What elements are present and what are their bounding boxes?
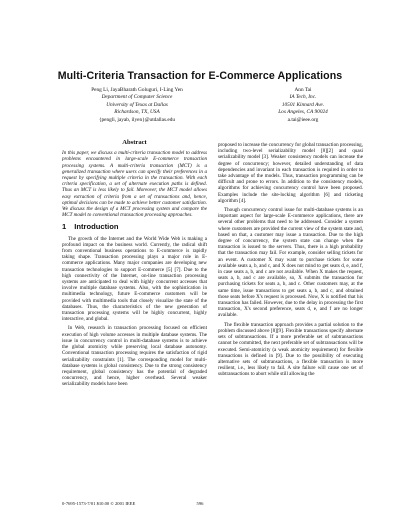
author-organization: IA Tech, Inc. <box>289 94 317 101</box>
author-street: 10501 Kinnard Ave. <box>281 101 325 108</box>
page-number: 596 <box>196 501 204 506</box>
section-number: 1 <box>62 222 67 232</box>
body-paragraph: In Web, research in transaction processing focused on efficient execution of high volume accesses in multiple database systems. The issue in concurrency control in multi-database systems is to achieve the global atomicity while preserving local database autonomy. Conventional transaction processing requires the satisfaction of rigid serializability constraints [1]. The corresponding model for multi-database systems is global consistency. Due to the strong consistency requirement, global consistency has the potential of degraded concurrency, and hence, higher overhead. Several weaker serializability models have been <box>62 325 207 388</box>
paper-title: Multi-Criteria Transaction for E-Commerce Applications <box>57 70 343 82</box>
author-university: University of Texas at Dallas <box>106 101 168 108</box>
author-department: Department of Computer Science <box>101 94 173 101</box>
author-block-left <box>62 87 212 124</box>
author-email: {pengli, jayab, ilyen}@utdallas.edu <box>98 116 175 123</box>
author-names: Peng Li, JayaBharath Goluguri, I-Ling Yen <box>91 87 183 93</box>
author-city: Los Angeles, CA 90024 <box>278 109 328 116</box>
section-title: Introduction <box>74 222 119 232</box>
body-paragraph: proposed to increase the concurrency for global transaction processing, including two-level serializability model [8][2] and quasi serializability model [3]. Weaker consistency models can increase the degree of concurrency; however, detailed understanding of data dependencies and invariant in each transaction is required in order to take advantage of the models. Thus, transaction programming can be difficult and prone to errors. In addition to the consistency models, algorithms for achieving concurrency control have been proposed. Examples include the site-locking algorithm [6] and ticketing algorithm [4]. <box>218 142 363 204</box>
author-name: Ann Tai <box>294 87 312 93</box>
body-paragraph: The growth of the Internet and the World Wide Web is making a profound impact on the business world. Currently, the radical shift from conventional business operations to E-commerce is rapidly taking shape. Transaction processing plays a major role in E-commerce applications. Many major companies are developing new transaction technologies to support E-commerce [5] [7]. Due to the high connectivity of the Internet, on-line transaction processing systems are anticipated to deal with highly concurrent accesses that involve multiple database systems. Also, with the sophistication in multimedia technology, future E-commerce customers will be provided with multimedia tools that closely visualize the state of the databases. Thus, the characteristics of the new generation of transaction processing systems will be highly concurrent, highly interactive, and global. <box>62 235 207 323</box>
section-heading <box>62 224 207 230</box>
abstract-heading: Abstract <box>122 139 147 146</box>
body-paragraph: The flexible transaction approach provides a partial solution to the problem discussed above [8][9]. Flexible transactions specify alternate sets of subtransactions. If a more preferable set of subtransactions cannot be committed, the next preferable set of subtransactions will be executed. Semi-atomicity (a weak atomicity requirement) for flexible transactions is defined in [9]. Due to the possibility of executing alternative sets of subtransactions, a flexible transaction is more resilient, i.e., less likely to fail. A site failure will cause one set of subtransactions to abort while still allowing the <box>218 321 363 378</box>
left-column <box>62 139 207 391</box>
author-block-right <box>238 87 368 124</box>
right-column <box>218 142 363 381</box>
author-email: a.tai@ieee.org <box>287 116 319 123</box>
body-paragraph: Though concurrency control issue for multi-database systems is an important aspect for large-scale E-commerce applications, there are several other problems that need to be addressed. Consider a system where customers are provided the current view of the system state and, based on that, a customer may issue a transaction. Due to the high degree of concurrency, the system state can change when the transaction is issued to the servers. Thus, there is a high probability that the transaction may fail. For example, consider selling tickets for an event. A customer X may want to purchase tickets for some available seats a, b, and c, and X does not mind to get seats d, e, and f, in case seats a, b, and c are not available. When X makes the request, seats a, b, and c are available, so, X submits the transaction for purchasing tickets for seats a, b, and c. Other customers may, at the same time, issue transactions to get seats a, b, and c, and obtained those seats before X's request is processed. Now, X is notified that his transaction has failed. However, due to the delay in processing the first transaction, X's second preference, seats d, e, and f are no longer available. <box>218 207 363 319</box>
author-city: Richardson, TX, USA <box>114 109 160 116</box>
copyright-line: 0-7695-1573-7/01 $10.00 © 2001 IEEE <box>62 501 136 506</box>
abstract-text: In this paper, we discuss a multi-criteria transaction model to address problems encountered in large-scale E-commerce transaction processing systems. A multi-criteria transaction (MCT) is a generalized transaction where users can specify their preferences in a request by specifying multiple criteria in the transaction. With each criteria specification, a set of alternate execution paths is defined. Thus an MCT is less likely to fail. Moreover, the MCT model allows easy extraction of criteria from a set of transactions and, hence, optimal decisions can be made to achieve better customer satisfaction. We discuss the design of a MCT processing system and compare the MCT model to conventional transaction processing approaches. <box>62 150 207 219</box>
